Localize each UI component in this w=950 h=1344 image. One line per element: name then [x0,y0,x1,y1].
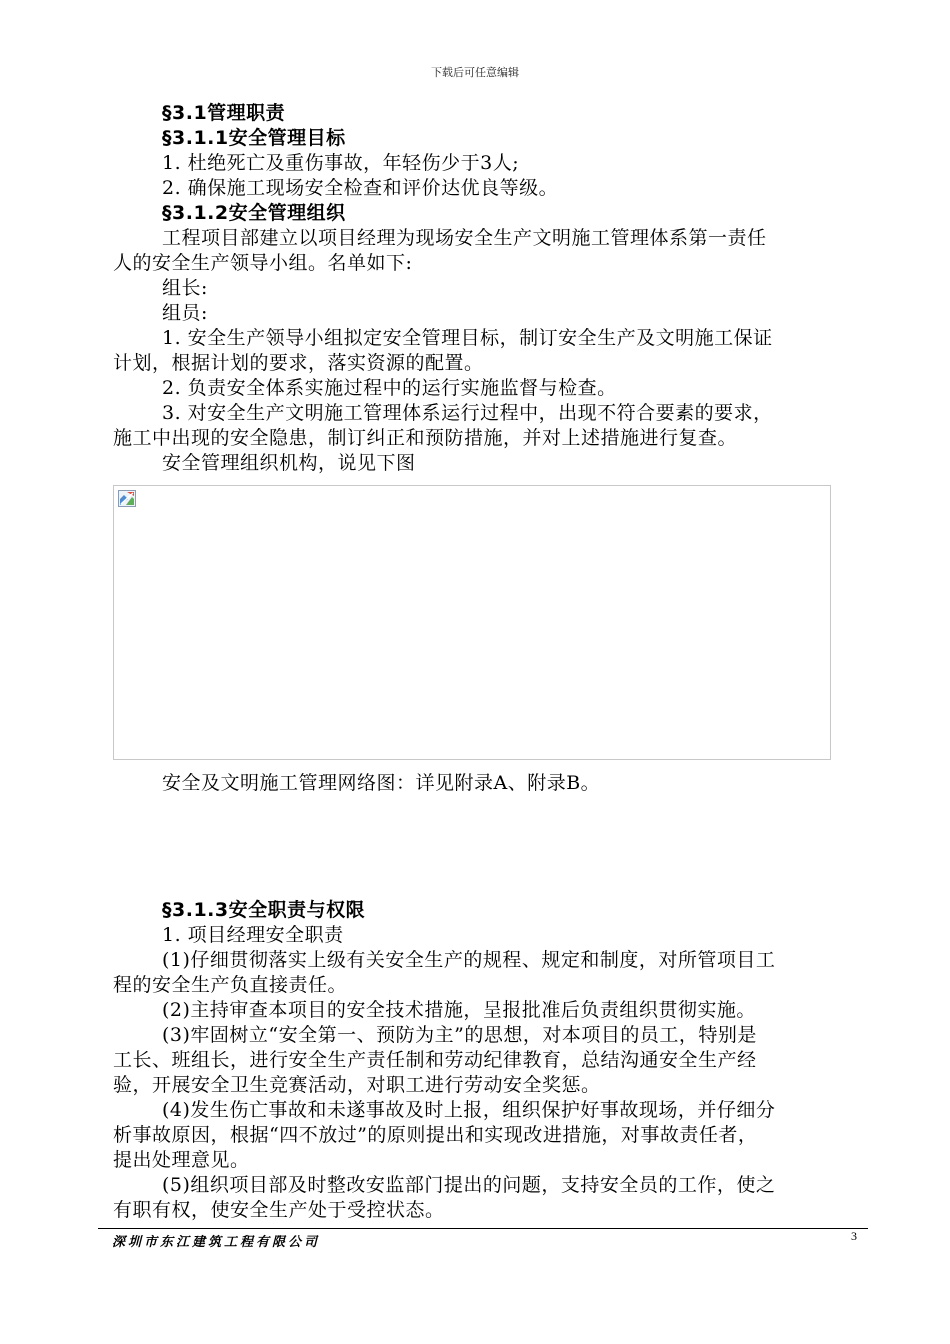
section-3-1-heading: §3.1管理职责 [162,102,286,124]
org-chart-caption: 安全管理组织机构，说见下图 [162,452,416,474]
org-paragraph-line-1: 工程项目部建立以项目经理为现场安全生产文明施工管理体系第一责任 [162,227,767,249]
member-label: 组员: [162,302,208,324]
section-3-1-1-heading: §3.1.1安全管理目标 [162,127,346,149]
duty-item-1-line-2: 计划，根据计划的要求，落实资源的配置。 [113,352,484,374]
goal-item-1: 1. 杜绝死亡及重伤事故，年轻伤少于3人; [162,152,520,174]
leader-label: 组长: [162,277,208,299]
section-3-1-2-heading: §3.1.2安全管理组织 [162,202,346,224]
org-chart-image-placeholder [113,485,831,760]
pm-item-4-line-2: 析事故原因，根据“四不放过”的原则提出和实现改进措施，对事故责任者， [113,1124,758,1146]
pm-item-3-line-2: 工长、班组长，进行安全生产责任制和劳动纪律教育，总结沟通安全生产经 [113,1049,757,1071]
pm-item-3-line-1: (3)牢固树立“安全第一、预防为主”的思想，对本项目的员工，特别是 [162,1024,757,1046]
duty-item-3-line-2: 施工中出现的安全隐患，制订纠正和预防措施，并对上述措施进行复查。 [113,427,738,449]
footer-divider [98,1228,868,1229]
org-paragraph-line-2: 人的安全生产领导小组。名单如下: [113,252,413,274]
goal-item-2: 2. 确保施工现场安全检查和评价达优良等级。 [162,177,559,199]
duty-item-2: 2. 负责安全体系实施过程中的运行实施监督与检查。 [162,377,617,399]
pm-item-5-line-2: 有职有权，使安全生产处于受控状态。 [113,1199,445,1221]
duty-item-3-line-1: 3. 对安全生产文明施工管理体系运行过程中，出现不符合要素的要求， [162,402,773,424]
page-number: 3 [851,1229,857,1243]
duty-item-1-line-1: 1. 安全生产领导小组拟定安全管理目标，制订安全生产及文明施工保证 [162,327,773,349]
pm-duty-title: 1. 项目经理安全职责 [162,924,344,946]
pm-item-2: (2)主持审查本项目的安全技术措施，呈报批准后负责组织贯彻实施。 [162,999,756,1021]
pm-item-3-line-3: 验，开展安全卫生竞赛活动，对职工进行劳动安全奖惩。 [113,1074,601,1096]
pm-item-4-line-3: 提出处理意见。 [113,1149,250,1171]
header-note: 下载后可任意编辑 [431,66,519,79]
footer-company-name: 深圳市东江建筑工程有限公司 [112,1235,321,1250]
pm-item-1-line-2: 程的安全生产负直接责任。 [113,974,348,996]
pm-item-4-line-1: (4)发生伤亡事故和未遂事故及时上报，组织保护好事故现场，并仔细分 [162,1099,776,1121]
pm-item-1-line-1: (1)仔细贯彻落实上级有关安全生产的规程、规定和制度，对所管项目工 [162,949,776,971]
pm-item-5-line-1: (5)组织项目部及时整改安监部门提出的问题，支持安全员的工作，使之 [162,1174,776,1196]
network-note: 安全及文明施工管理网络图：详见附录A、附录B。 [162,772,601,794]
broken-image-icon [118,490,136,507]
section-3-1-3-heading: §3.1.3安全职责与权限 [162,899,366,921]
